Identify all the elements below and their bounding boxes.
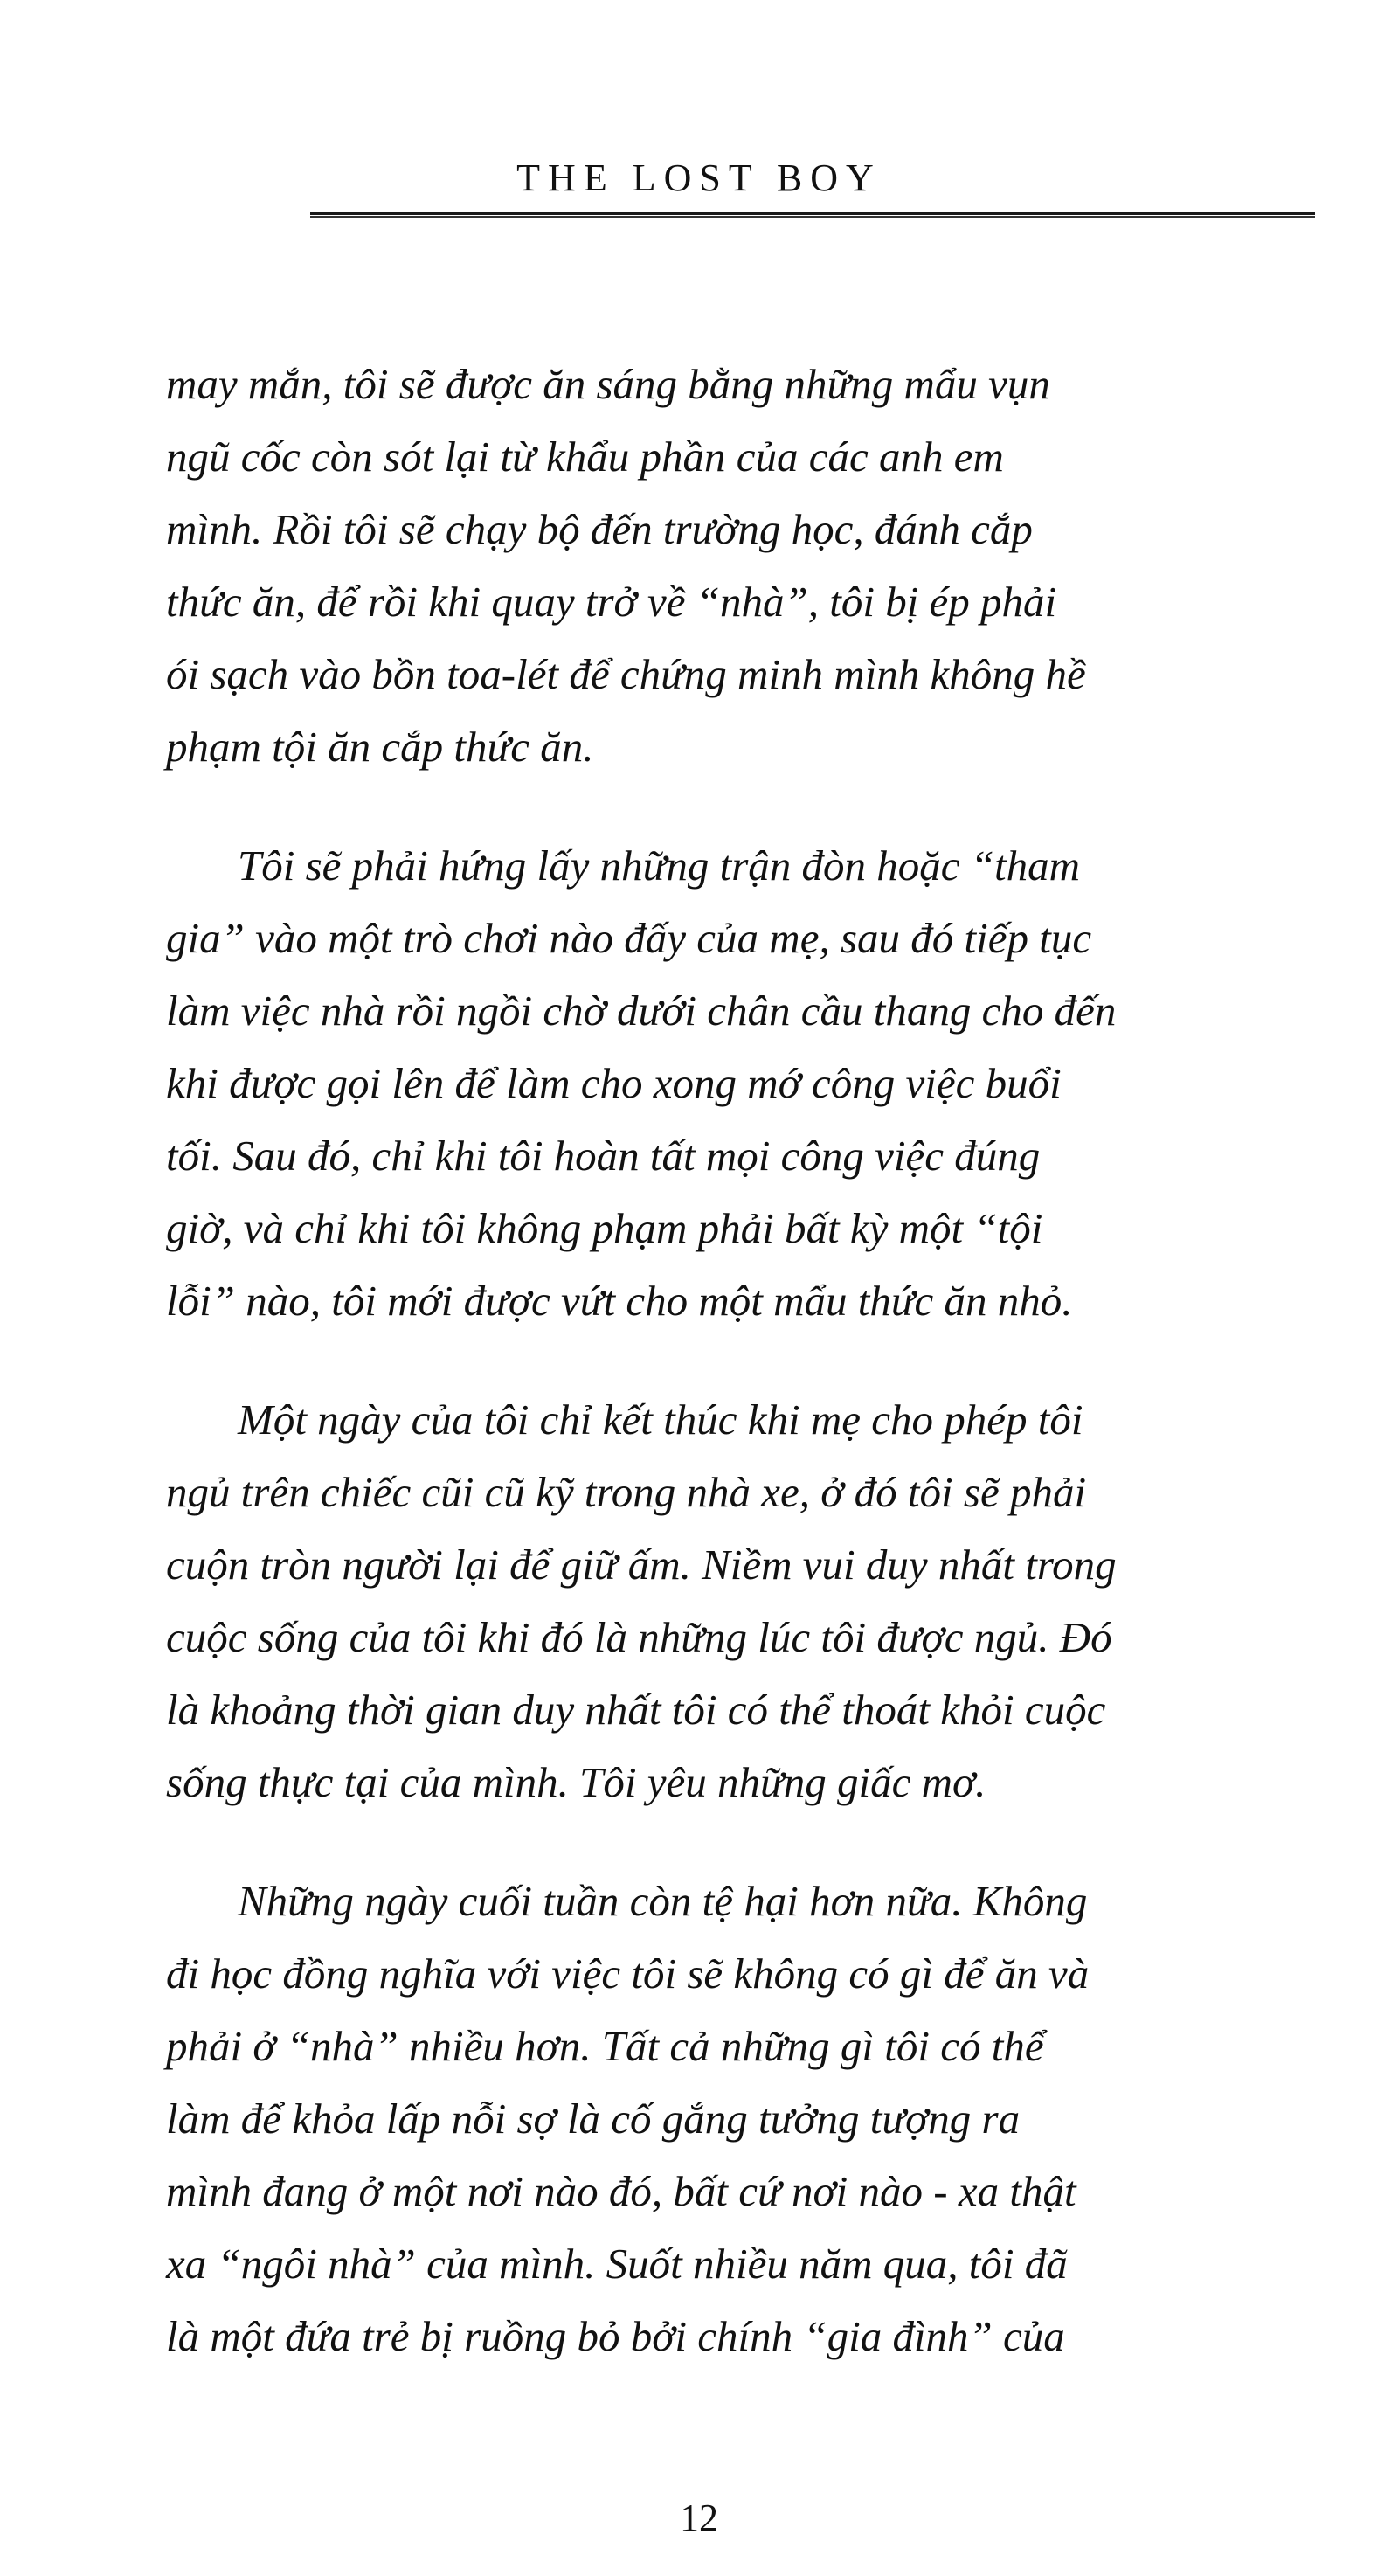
text-line: tối. Sau đó, chỉ khi tôi hoàn tất mọi công việc đúng bbox=[166, 1132, 1041, 1180]
paragraph-1 bbox=[166, 348, 1346, 783]
text-line: Những ngày cuối tuần còn tệ hại hơn nữa. Không bbox=[238, 1877, 1088, 1925]
text-line: mình. Rồi tôi sẽ chạy bộ đến trường học, đánh cắp bbox=[166, 505, 1033, 553]
text-line: Một ngày của tôi chỉ kết thúc khi mẹ cho phép tôi bbox=[238, 1395, 1083, 1444]
text-line: ói sạch vào bồn toa-lét để chứng minh mình không hề bbox=[166, 650, 1086, 698]
text-line: đi học đồng nghĩa với việc tôi sẽ không có gì để ăn và bbox=[166, 1949, 1090, 1998]
page-number: 12 bbox=[680, 2496, 718, 2539]
running-title: THE LOST BOY bbox=[516, 156, 882, 199]
text-line: Tôi sẽ phải hứng lấy những trận đòn hoặc “tham bbox=[238, 841, 1081, 890]
text-line: sống thực tại của mình. Tôi yêu những giấc mơ. bbox=[166, 1758, 986, 1806]
text-line: lỗi” nào, tôi mới được vứt cho một mẩu thức ăn nhỏ. bbox=[166, 1277, 1073, 1325]
text-line: khi được gọi lên để làm cho xong mớ công việc buổi bbox=[166, 1059, 1062, 1107]
body-text bbox=[166, 348, 1346, 2419]
text-line: phạm tội ăn cắp thức ăn. bbox=[166, 723, 594, 771]
text-line: cuộc sống của tôi khi đó là những lúc tôi được ngủ. Đó bbox=[166, 1613, 1112, 1661]
text-line: là khoảng thời gian duy nhất tôi có thể thoát khỏi cuộc bbox=[166, 1686, 1106, 1734]
text-line: thức ăn, để rồi khi quay trở về “nhà”, tôi bị ép phải bbox=[166, 578, 1057, 626]
paragraph-3 bbox=[166, 1383, 1346, 1818]
paragraph-2 bbox=[166, 829, 1346, 1337]
text-line: mình đang ở một nơi nào đó, bất cứ nơi nào - xa thật bbox=[166, 2167, 1076, 2215]
text-line: là một đứa trẻ bị ruồng bỏ bởi chính “gia đình” của bbox=[166, 2312, 1065, 2360]
header-rule bbox=[310, 212, 1315, 215]
text-line: phải ở “nhà” nhiều hơn. Tất cả những gì tôi có thể bbox=[166, 2022, 1044, 2070]
text-line: ngủ trên chiếc cũi cũ kỹ trong nhà xe, ở đó tôi sẽ phải bbox=[166, 1468, 1087, 1516]
text-line: cuộn tròn người lại để giữ ấm. Niềm vui duy nhất trong bbox=[166, 1541, 1117, 1589]
text-line: ngũ cốc còn sót lại từ khẩu phần của các anh em bbox=[166, 433, 1004, 481]
text-line: xa “ngôi nhà” của mình. Suốt nhiều năm qua, tôi đã bbox=[166, 2240, 1068, 2288]
text-line: may mắn, tôi sẽ được ăn sáng bằng những mẩu vụn bbox=[166, 360, 1050, 408]
paragraph-4 bbox=[166, 1865, 1346, 2372]
text-line: gia” vào một trò chơi nào đấy của mẹ, sau đó tiếp tục bbox=[166, 914, 1092, 962]
text-line: giờ, và chỉ khi tôi không phạm phải bất kỳ một “tội bbox=[166, 1204, 1043, 1252]
text-line: làm để khỏa lấp nỗi sợ là cố gắng tưởng tượng ra bbox=[166, 2095, 1021, 2143]
text-line: làm việc nhà rồi ngồi chờ dưới chân cầu thang cho đến bbox=[166, 987, 1117, 1035]
